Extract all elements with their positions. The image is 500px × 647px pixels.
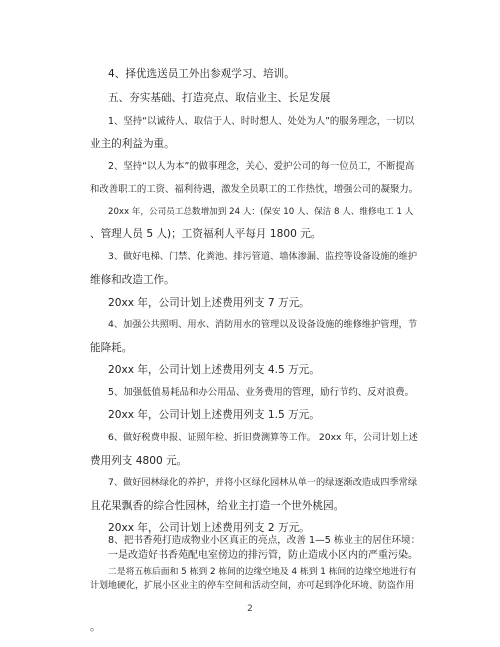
text-line: 5、加强低值易耗品和办公用品、业务费用的管理，励行节约、反对浪费。 <box>108 387 414 398</box>
section-heading: 五、夯实基础、打造亮点、取信业主、长足发展 <box>108 92 331 104</box>
text-line: 、管理人员 5 人)；工资福利人平每月 1800 元。 <box>90 228 322 240</box>
text-line: 。 <box>90 621 101 633</box>
text-line: 3、做好电梯、门禁、化粪池、排污管道、墙体渗漏、监控等设备设施的维护 <box>108 251 418 262</box>
text-line: 8、把书香苑打造成物业小区真正的亮点，改善 1—5 栋业主的居住环境： <box>108 535 421 546</box>
text-line: 20xx 年，公司计划上述费用列支 1.5 万元。 <box>108 409 320 421</box>
text-line: 4、加强公共照明、用水、消防用水的管理以及设备设施的维修维护管理，节 <box>108 319 418 330</box>
text-line: 且花果飘香的综合性园林，给业主打造一个世外桃园。 <box>90 500 345 512</box>
text-line: 和改善职工的工资、福利待遇，激发全员职工的工作热忱，增强公司的凝聚力。 <box>90 184 419 195</box>
text-line: 维修和改造工作。 <box>90 274 175 286</box>
text-line: 费用列支 4800 元。 <box>90 455 188 467</box>
text-line: 一是改造好书香苑配电室傍边的排污管，防止造成小区内的严重污染。 <box>108 550 418 561</box>
page-number: 2 <box>247 604 253 614</box>
text-line: 20xx 年，公司计划上述费用列支 7 万元。 <box>108 297 310 309</box>
text-line: 6、做好税费申报、证照年检、折旧费测算等工作。 20xx 年，公司计划上述 <box>108 432 418 443</box>
text-line: 业主的利益为重。 <box>90 138 175 150</box>
text-line: 2、坚持“以人为本”的做事理念，关心、爱护公司的每一位员工，不断提高 <box>108 161 415 172</box>
text-line: 20xx 年，公司员工总数增加到 24 人：(保安 10 人、保洁 8 人、维修电工 1 人 <box>108 207 414 217</box>
text-line: 计划地硬化，扩展小区业主的停车空间和活动空间，亦可起到净化环境、防盗作用 <box>90 581 415 591</box>
text-line: 4、择优选送员工外出参观学习、培训。 <box>108 68 295 80</box>
text-line: 20xx 年，公司计划上述费用列支 4.5 万元。 <box>108 364 320 376</box>
text-line: 二是将五栋后面和 5 栋到 2 栋间的边缘空地及 4 栋到 1 栋间的边缘空地进行有 <box>108 567 417 577</box>
text-line: 7、做好园林绿化的养护，并将小区绿化园林从单一的绿逐渐改造成四季常绿 <box>108 477 418 488</box>
text-line: 1、坚持“以诚待人、取信于人、时时想人、处处为人”的服务理念，一切以 <box>108 116 415 127</box>
text-line: 能降耗。 <box>90 342 133 354</box>
text-line: 20xx 年，公司计划上述费用列支 2 万元。 <box>108 522 310 534</box>
